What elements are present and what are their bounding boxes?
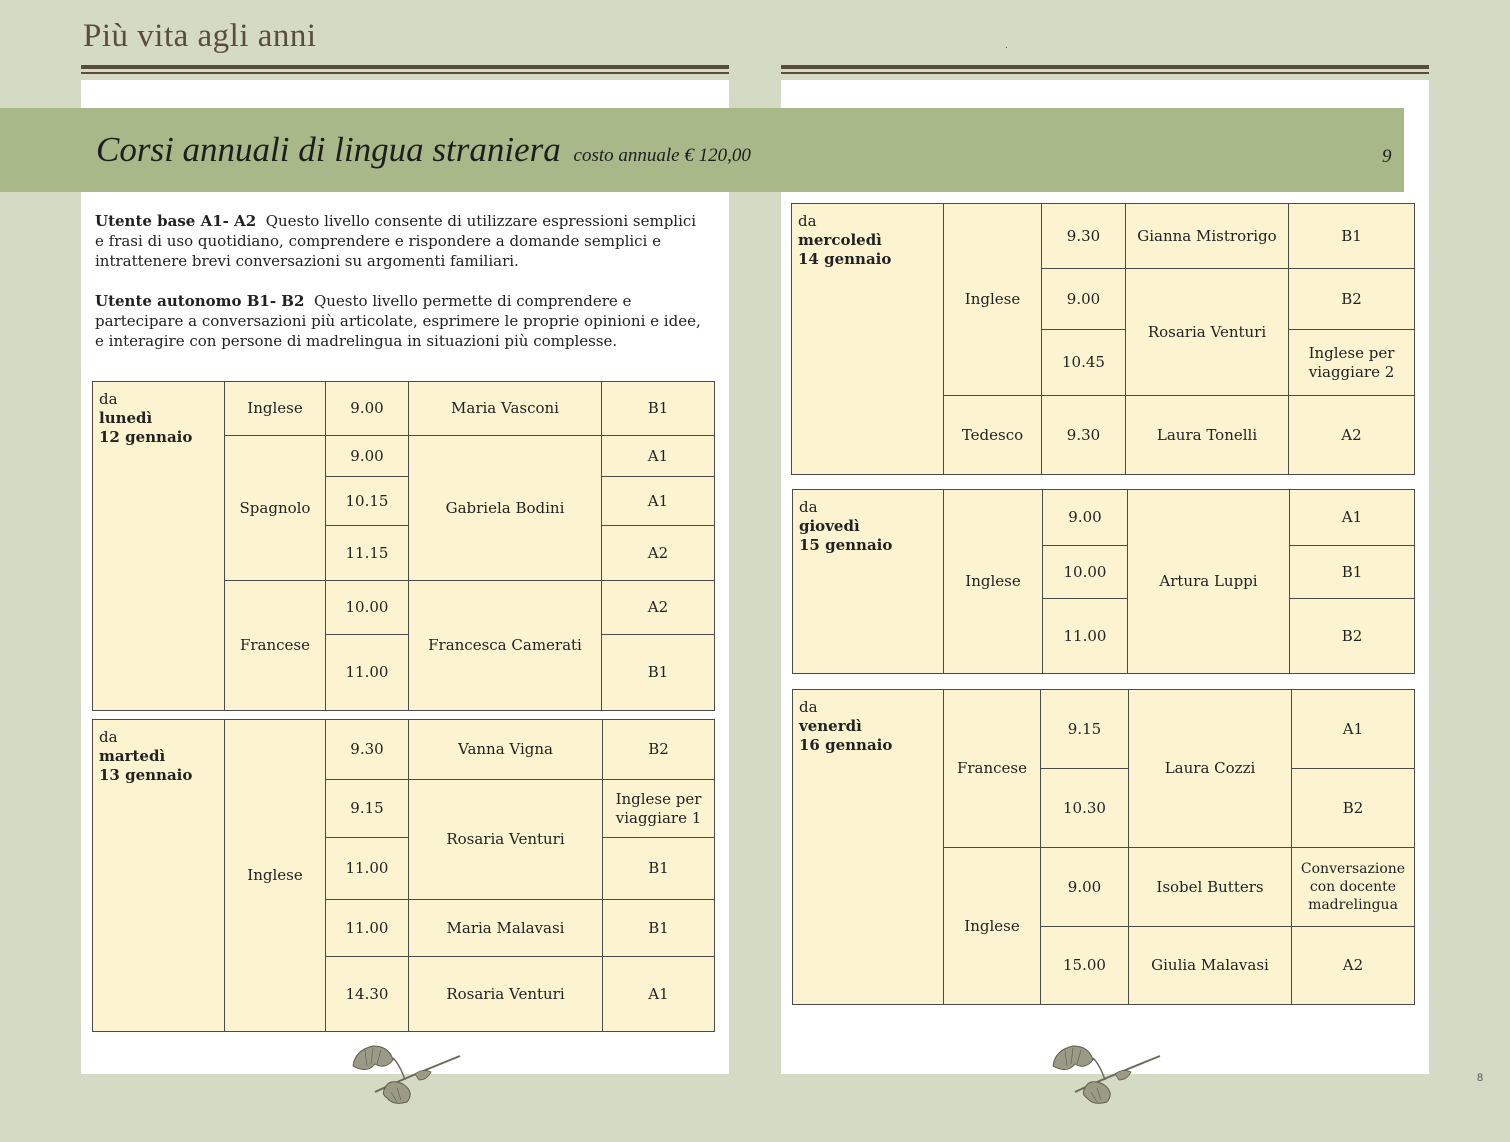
day-date: 12 gennaio	[99, 428, 193, 446]
time-cell: 11.15	[326, 526, 409, 581]
table-row	[792, 204, 1415, 269]
day-name: venerdì	[799, 717, 862, 735]
teacher-cell: Laura Cozzi	[1129, 690, 1292, 848]
banner-title	[96, 130, 751, 170]
header-rule-left-thick	[81, 65, 729, 69]
language-cell: Francese	[944, 690, 1041, 848]
level-cell: Inglese per viaggiare 1	[603, 780, 715, 838]
day-name: lunedì	[99, 409, 153, 427]
table-row	[793, 490, 1415, 546]
header-dot: .	[1005, 40, 1008, 51]
time-cell: 11.00	[326, 900, 409, 957]
table-row	[93, 720, 715, 780]
header-rule-right-thin	[781, 72, 1429, 74]
teacher-cell: Vanna Vigna	[409, 720, 603, 780]
level-cell: B1	[602, 635, 715, 711]
teacher-cell: Giulia Malavasi	[1129, 927, 1292, 1005]
intro-text: Questo livello permette di comprendere e partecipare a conversazioni più articolate, esprimere le proprie opinioni e idee, e interagire con persone di madrelingua in situazioni più complesse.	[95, 292, 701, 350]
teacher-cell: Laura Tonelli	[1126, 396, 1289, 475]
intro-text: Questo livello consente di utilizzare espressioni semplici e frasi di uso quotidiano, comprendere e rispondere a domande semplici e intrattenere brevi conversazioni su argomenti familiari.	[95, 212, 697, 270]
time-cell: 9.00	[1043, 490, 1128, 546]
teacher-cell: Artura Luppi	[1128, 490, 1290, 674]
time-cell: 10.00	[1043, 546, 1128, 599]
banner-subtitle: costo annuale € 120,00	[573, 145, 751, 166]
language-cell: Inglese	[944, 490, 1043, 674]
teacher-cell: Maria Malavasi	[409, 900, 603, 957]
day-prefix: da	[99, 728, 118, 746]
intro-paragraph-autonomo	[95, 291, 705, 351]
level-cell: A2	[1289, 396, 1415, 475]
brand-title: Più vita agli anni	[83, 18, 317, 54]
day-prefix: da	[799, 498, 818, 516]
language-cell: Inglese	[944, 204, 1042, 396]
language-cell: Inglese	[944, 848, 1041, 1005]
header-rule-left-thin	[81, 72, 729, 74]
day-name: giovedì	[799, 517, 860, 535]
level-cell: B1	[603, 900, 715, 957]
time-cell: 9.15	[326, 780, 409, 838]
level-cell: A2	[602, 581, 715, 635]
level-cell: A1	[602, 477, 715, 526]
schedule-giovedi	[792, 489, 1415, 674]
level-cell: A2	[602, 526, 715, 581]
language-cell: Inglese	[225, 382, 326, 436]
day-cell	[793, 690, 944, 1005]
time-cell: 9.00	[1042, 269, 1126, 330]
level-cell: B2	[603, 720, 715, 780]
day-cell	[793, 490, 944, 674]
day-date: 15 gennaio	[799, 536, 893, 554]
level-cell: B2	[1289, 269, 1415, 330]
time-cell: 9.15	[1041, 690, 1129, 769]
teacher-cell: Maria Vasconi	[409, 382, 602, 436]
level-cell: B2	[1292, 769, 1415, 848]
day-date: 16 gennaio	[799, 736, 893, 754]
time-cell: 14.30	[326, 957, 409, 1032]
level-cell: A1	[1292, 690, 1415, 769]
teacher-cell: Rosaria Venturi	[1126, 269, 1289, 396]
day-date: 14 gennaio	[798, 250, 892, 268]
day-prefix: da	[799, 698, 818, 716]
schedule-lunedi	[92, 381, 715, 711]
teacher-cell: Gabriela Bodini	[409, 436, 602, 581]
time-cell: 11.00	[1043, 599, 1128, 674]
time-cell: 10.00	[326, 581, 409, 635]
time-cell: 10.30	[1041, 769, 1129, 848]
day-cell	[93, 720, 225, 1032]
teacher-cell: Francesca Camerati	[409, 581, 602, 711]
language-cell: Tedesco	[944, 396, 1042, 475]
header-rule-right-thick	[781, 65, 1429, 69]
time-cell: 15.00	[1041, 927, 1129, 1005]
schedule-martedi	[92, 719, 715, 1032]
level-cell: A2	[1292, 927, 1415, 1005]
level-cell: B2	[1290, 599, 1415, 674]
level-cell: B1	[602, 382, 715, 436]
day-cell	[792, 204, 944, 475]
time-cell: 9.00	[326, 436, 409, 477]
time-cell: 10.45	[1042, 330, 1126, 396]
teacher-cell: Gianna Mistrorigo	[1126, 204, 1289, 269]
time-cell: 9.00	[1041, 848, 1129, 927]
table-row	[93, 382, 715, 436]
time-cell: 11.00	[326, 635, 409, 711]
teacher-cell: Rosaria Venturi	[409, 957, 603, 1032]
schedule-venerdi	[792, 689, 1415, 1005]
day-prefix: da	[99, 390, 118, 408]
level-cell: A1	[602, 436, 715, 477]
banner-right-mark: 9	[1382, 146, 1392, 167]
day-prefix: da	[798, 212, 817, 230]
level-cell: B1	[1289, 204, 1415, 269]
ginkgo-leaf-icon	[1045, 1040, 1165, 1106]
table-row	[793, 690, 1415, 769]
teacher-cell: Isobel Butters	[1129, 848, 1292, 927]
time-cell: 9.30	[1042, 204, 1126, 269]
level-cell: A1	[1290, 490, 1415, 546]
level-cell: Inglese per viaggiare 2	[1289, 330, 1415, 396]
day-cell	[93, 382, 225, 711]
language-cell: Spagnolo	[225, 436, 326, 581]
language-cell: Inglese	[225, 720, 326, 1032]
time-cell: 11.00	[326, 838, 409, 900]
time-cell: 9.30	[326, 720, 409, 780]
page-number: 8	[1477, 1072, 1484, 1084]
schedule-mercoledi	[791, 203, 1415, 475]
intro-paragraph-base	[95, 211, 705, 271]
intro-label: Utente autonomo B1- B2	[95, 292, 305, 310]
intro-label: Utente base A1- A2	[95, 212, 257, 230]
time-cell: 10.15	[326, 477, 409, 526]
time-cell: 9.30	[1042, 396, 1126, 475]
teacher-cell: Rosaria Venturi	[409, 780, 603, 900]
day-name: mercoledì	[798, 231, 882, 249]
day-date: 13 gennaio	[99, 766, 193, 784]
level-cell: B1	[603, 838, 715, 900]
time-cell: 9.00	[326, 382, 409, 436]
day-name: martedì	[99, 747, 166, 765]
level-cell: Conversazione con docente madrelingua	[1292, 848, 1415, 927]
level-cell: A1	[603, 957, 715, 1032]
ginkgo-leaf-icon	[345, 1040, 465, 1106]
level-cell: B1	[1290, 546, 1415, 599]
banner-title-text: Corsi annuali di lingua straniera	[96, 130, 561, 169]
language-cell: Francese	[225, 581, 326, 711]
